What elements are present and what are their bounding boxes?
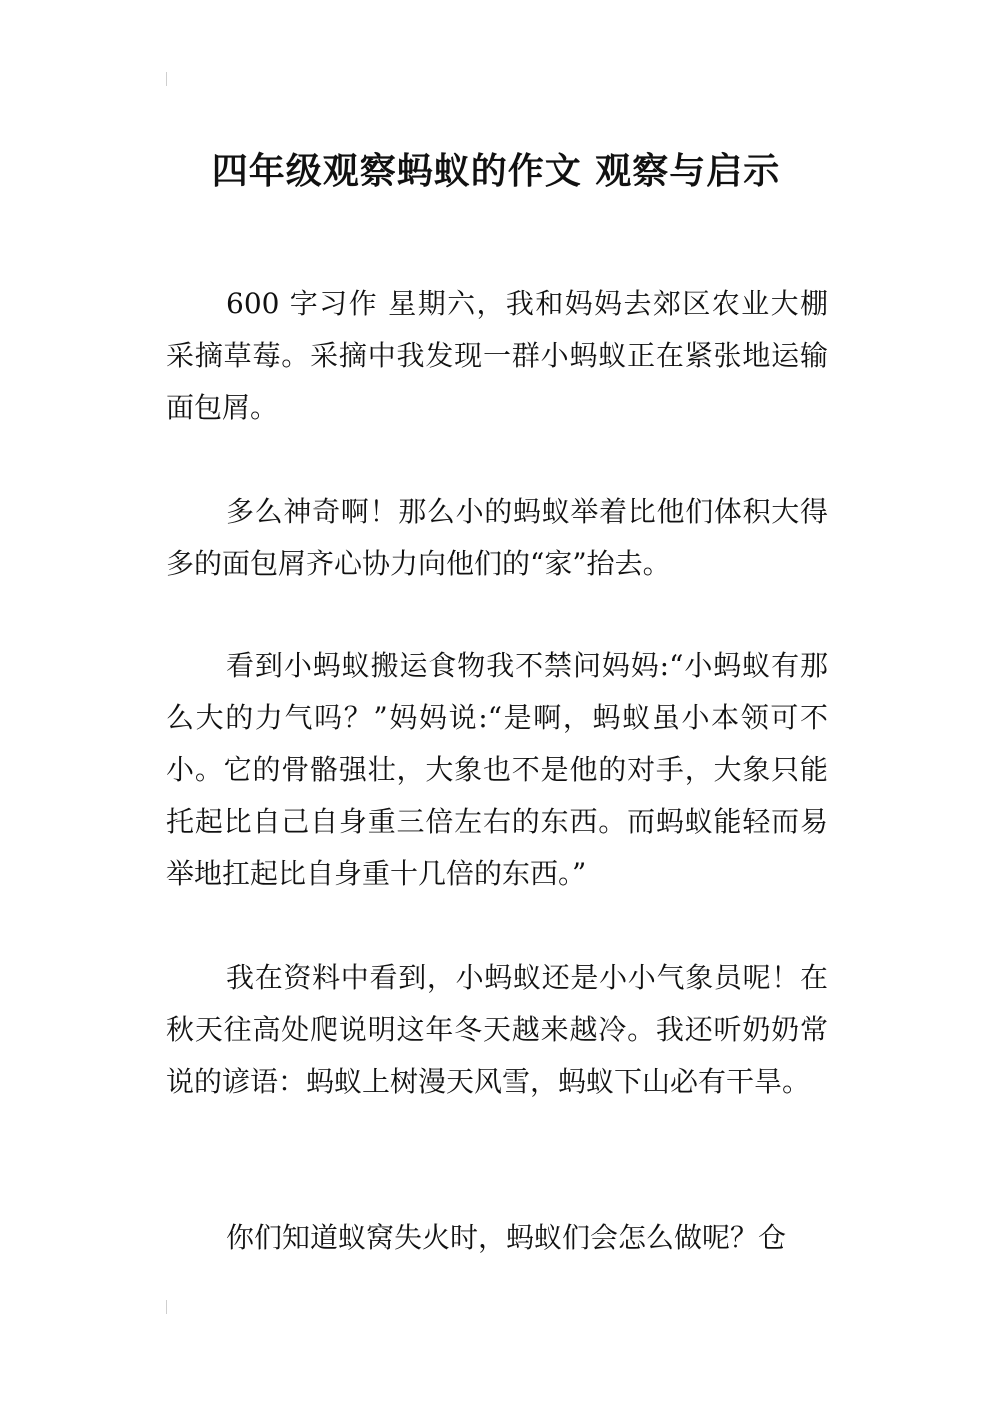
document-title: 四年级观察蚂蚁的作文 观察与启示 <box>211 151 781 193</box>
paragraph-2: 多么神奇啊！那么小的蚂蚁举着比他们体积大得多的面包屑齐心协力向他们的“家”抬去。 <box>166 495 828 580</box>
paragraph-1: 600 字习作 星期六，我和妈妈去郊区农业大棚采摘草莓。采摘中我发现一群小蚂蚁正在紧张地运输面包屑。 <box>166 287 828 424</box>
bottom-margin-mark <box>166 1300 167 1314</box>
top-margin-mark <box>166 72 167 86</box>
paragraph-3: 看到小蚂蚁搬运食物我不禁问妈妈:“小蚂蚁有那么大的力气吗？”妈妈说:“是啊，蚂蚁虽小本领可不小。它的骨骼强壮，大象也不是他的对手，大象只能托起比自己自身重三倍左右的东西。而蚂蚁能轻而易举地扛起比自身重十几倍的东西。” <box>166 649 828 890</box>
paragraph-4: 我在资料中看到，小蚂蚁还是小小气象员呢！在秋天往高处爬说明这年冬天越来越冷。我还听奶奶常说的谚语：蚂蚁上树漫天风雪，蚂蚁下山必有干旱。 <box>166 961 828 1098</box>
paragraph-5: 你们知道蚁窝失火时，蚂蚁们会怎么做呢？仓 <box>226 1221 787 1254</box>
